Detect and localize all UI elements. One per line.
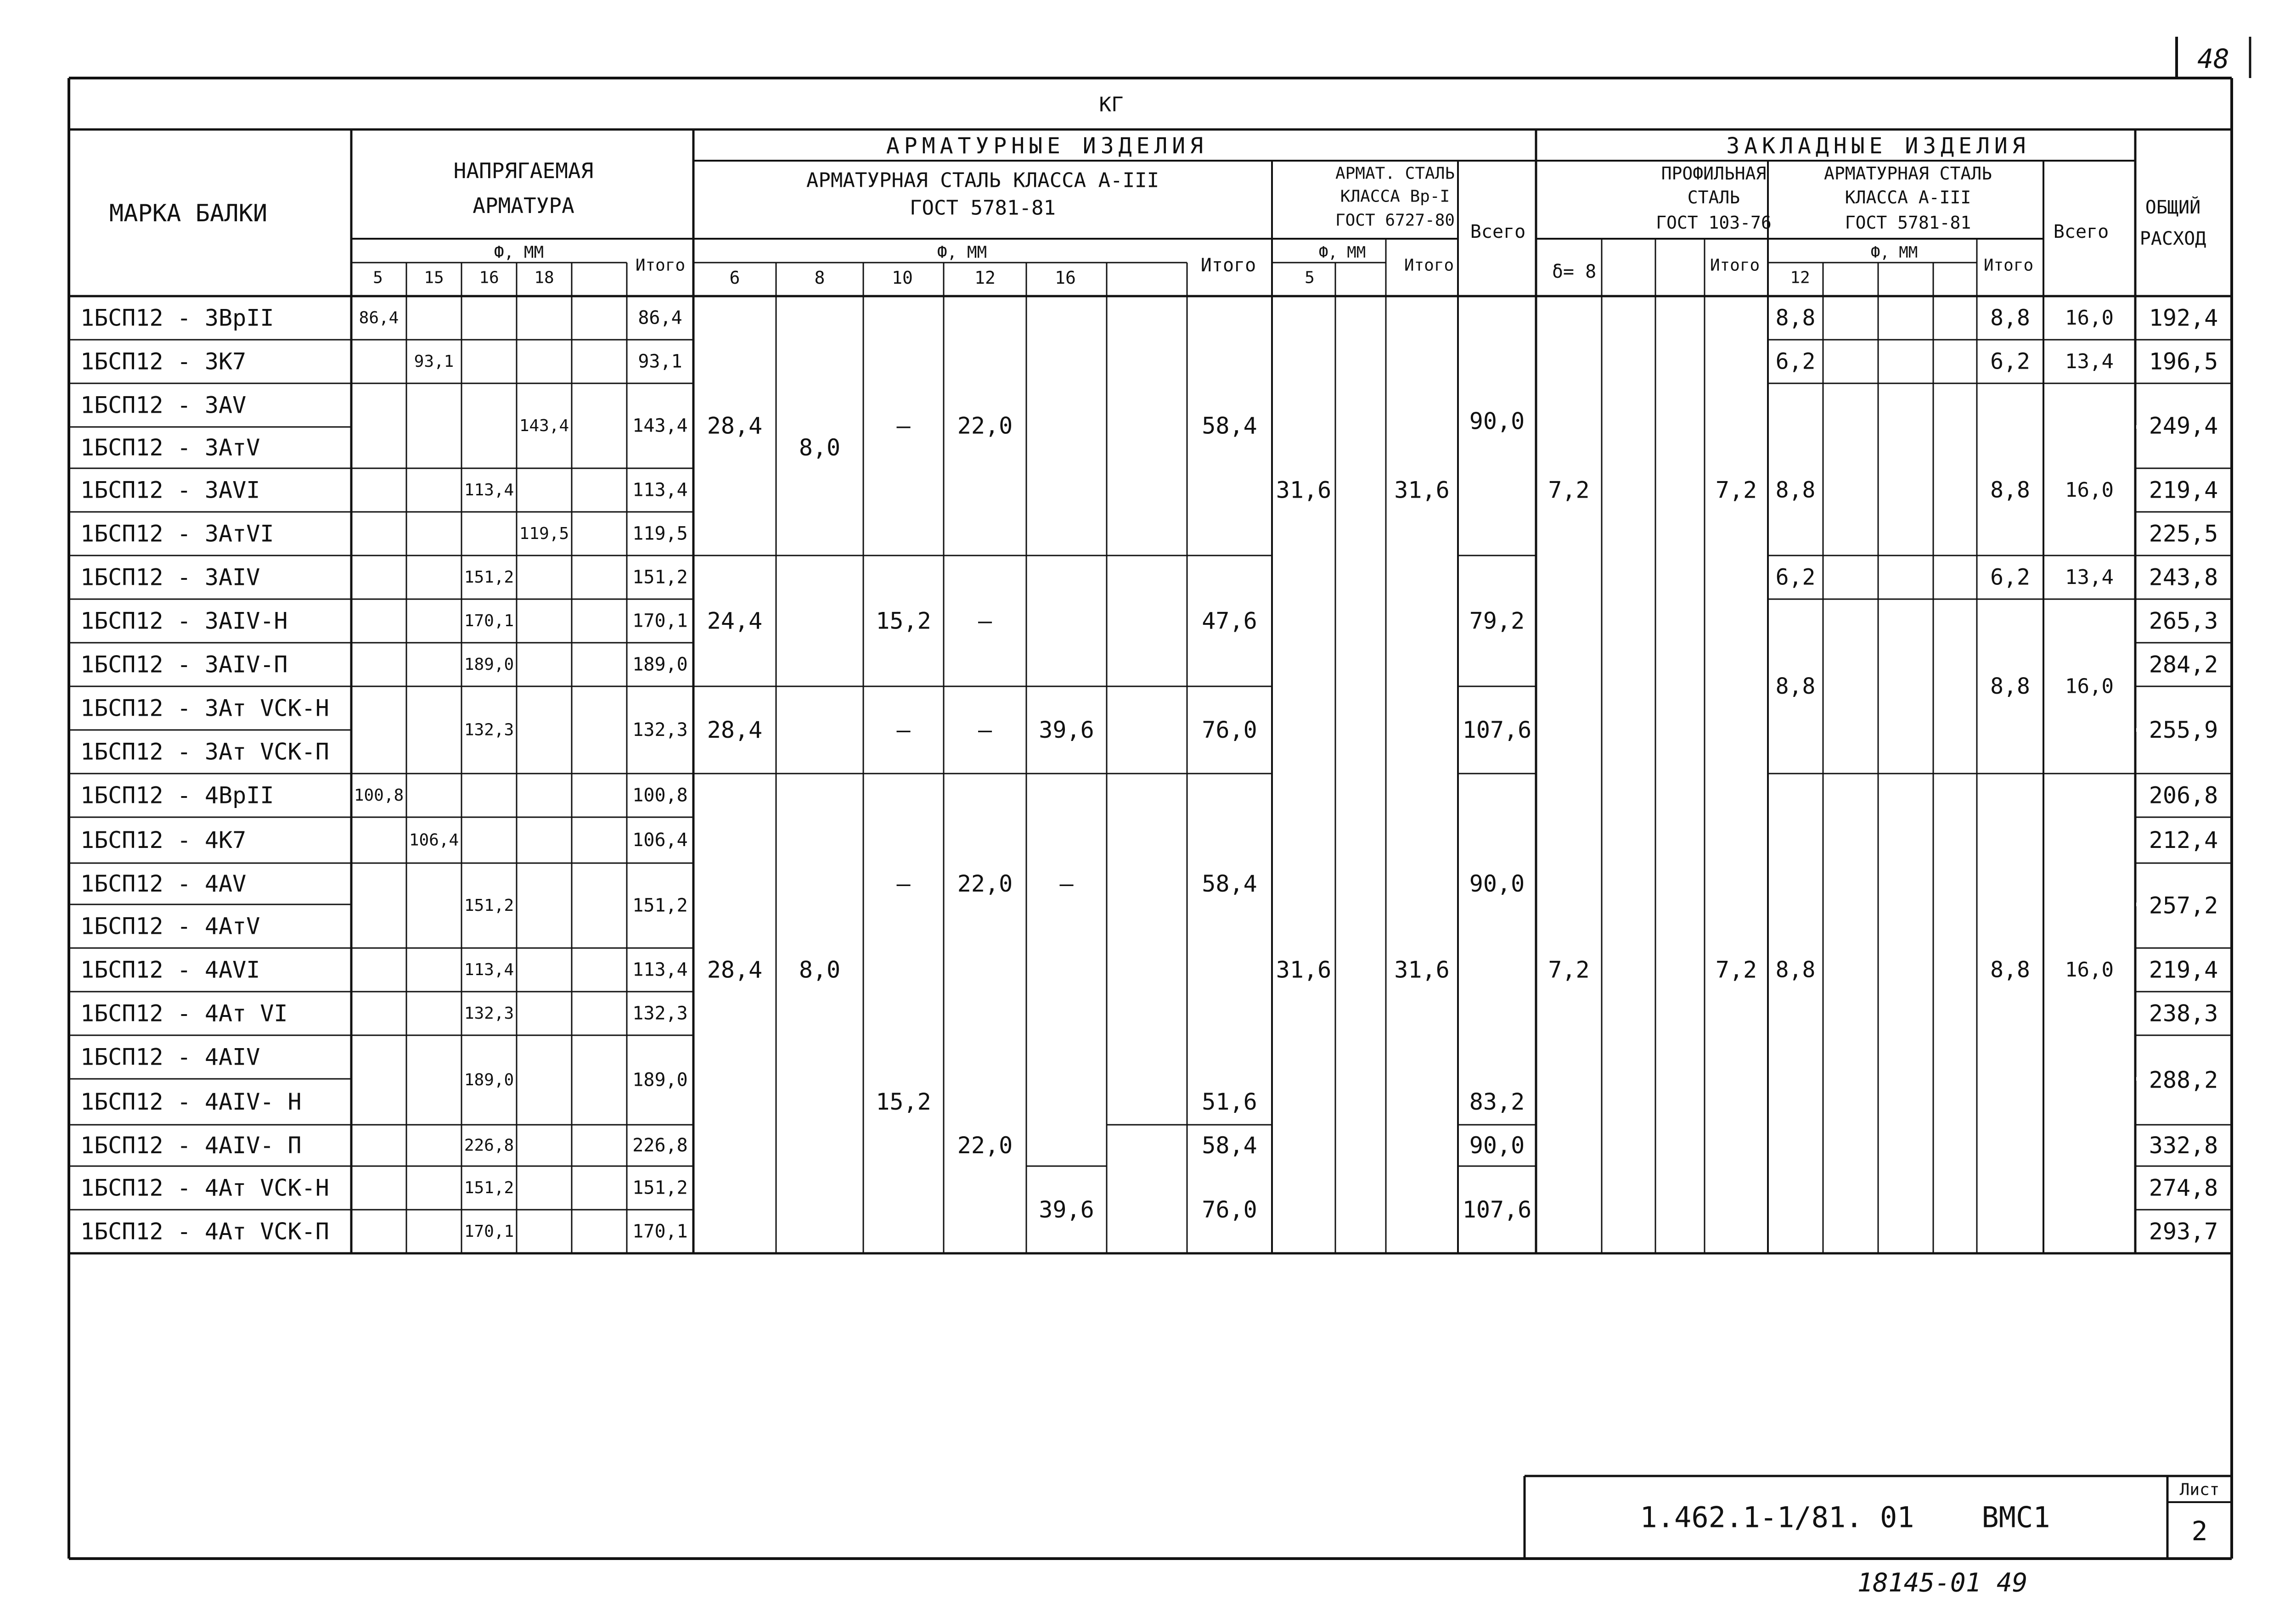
header-itogo-vr1: Итого [1404,256,1454,275]
beam-mark: 1БСП12 - 4АIV [80,1044,260,1071]
stressed-total: 113,4 [632,959,688,981]
diam-label: 5 [373,268,383,287]
header-itogo-steel: Итого [1200,255,1256,276]
total-consumption: 219,4 [2149,956,2218,983]
diam-label: 16 [479,268,499,287]
beam-mark: 1БСП12 - 4Ат VСК-Н [80,1174,329,1201]
diam-label: 6 [729,268,740,288]
diam-label: 12 [1790,268,1810,287]
header-diam-emb: Ф, ММ [1870,243,1918,262]
reinf-value: 90,0 [1469,870,1525,897]
diam-label: 18 [534,268,554,287]
reinf-value: 76,0 [1202,1196,1257,1223]
reinf-value: 76,0 [1202,717,1257,743]
total-consumption: 249,4 [2149,412,2218,439]
stressed-total: 189,0 [632,1069,688,1091]
embedded-total: 13,4 [2065,350,2114,373]
diam-label: 8 [814,268,825,288]
header-diam-vr1: Ф, ММ [1318,243,1366,262]
stressed-value: 132,3 [464,720,514,740]
reinf-value: 79,2 [1469,607,1525,634]
beam-mark: 1БСП12 - 3К7 [80,348,247,375]
total-consumption: 238,3 [2149,1000,2218,1027]
header-steel-a3-1: АРМАТУРНАЯ СТАЛЬ КЛАССА А-III [806,168,1159,192]
stressed-value: 132,3 [464,1004,514,1023]
beam-mark: 1БСП12 - 3АVI [80,477,260,504]
embedded-value: 8,8 [1775,305,1816,331]
stressed-total: 119,5 [632,523,688,544]
header-vsego-emb: Всего [2053,221,2109,242]
reinf-value: — [896,870,911,897]
reinf-value: 47,6 [1202,607,1257,634]
total-consumption: 192,4 [2149,304,2218,331]
stressed-value: 100,8 [354,786,404,805]
diam-label: 10 [892,268,913,288]
header-mark: МАРКА БАЛКИ [109,200,268,227]
reinf-value: 31,6 [1276,956,1332,983]
beam-mark: 1БСП12 - 4К7 [80,827,247,853]
beam-mark: 1БСП12 - 4АIV- Н [80,1089,302,1115]
beam-mark: 1БСП12 - 3АIV-П [80,651,288,678]
stressed-value: 93,1 [414,352,454,371]
header-emb-steel-1: АРМАТУРНАЯ СТАЛЬ [1823,163,1992,184]
reinf-value: 24,4 [707,607,763,634]
reinf-value: 107,6 [1462,1196,1532,1223]
stressed-total: 143,4 [632,415,688,437]
stressed-value: 113,4 [464,960,514,979]
reinf-value: 22,0 [957,1132,1013,1159]
reinf-value: 31,6 [1394,956,1450,983]
embedded-value: 6,2 [1990,564,2030,590]
total-consumption: 243,8 [2149,564,2218,591]
total-consumption: 212,4 [2149,827,2218,853]
diam-label: 16 [1055,268,1076,288]
total-consumption: 265,3 [2149,607,2218,634]
beam-mark: 1БСП12 - 4АIV- П [80,1132,302,1159]
header-itogo-stressed: Итого [635,256,686,275]
stressed-total: 189,0 [632,654,688,675]
total-consumption: 274,8 [2149,1174,2218,1201]
total-consumption: 288,2 [2149,1066,2218,1094]
total-consumption: 284,2 [2149,651,2218,678]
beam-mark: 1БСП12 - 3АV [80,392,247,419]
reinf-value: 31,6 [1276,477,1332,504]
embedded-value: 8,8 [1775,957,1816,983]
beam-mark: 1БСП12 - 4АтV [80,913,260,940]
reinf-value: 83,2 [1469,1089,1525,1115]
header-diam-steel: Ф, ММ [937,243,987,262]
total-consumption: 196,5 [2149,348,2218,375]
beam-mark: 1БСП12 - 3АIV-Н [80,607,288,634]
reinf-value: 8,0 [799,956,841,983]
beam-mark: 1БСП12 - 4ВрII [80,782,274,809]
beam-mark: 1БСП12 - 4АVI [80,956,260,983]
header-profile-1: ПРОФИЛЬНАЯ [1661,163,1767,184]
stressed-value: 170,1 [464,612,514,630]
stressed-value: 189,0 [464,1071,514,1089]
header-vsego-reinf: Всего [1470,221,1526,242]
reinf-value: 22,0 [957,412,1013,439]
beam-mark: 1БСП12 - 3АIV [80,564,260,591]
stressed-value: 226,8 [464,1136,514,1155]
reinf-value: 8,0 [799,434,841,461]
embedded-value: 6,2 [1990,348,2030,375]
reinf-value: 51,6 [1202,1089,1257,1115]
stressed-value: 170,1 [464,1222,514,1241]
reinf-value: 90,0 [1469,408,1525,435]
sheet-number: 2 [2191,1515,2208,1547]
reinf-value: 28,4 [707,956,763,983]
total-consumption: 206,8 [2149,782,2218,809]
header-reinf-products: АРМАТУРНЫЕ ИЗДЕЛИЯ [886,133,1208,159]
document-designation: ВМС1 [1981,1500,2050,1534]
reinf-value: 58,4 [1202,870,1257,897]
stressed-total: 100,8 [632,785,688,806]
reinf-value: — [978,717,992,743]
reinf-value: 31,6 [1394,477,1450,504]
stressed-total: 93,1 [638,351,682,372]
header-vr1-1: АРМАТ. СТАЛЬ [1335,164,1455,183]
embedded-total: 16,0 [2065,958,2114,982]
reinf-value: 22,0 [957,870,1013,897]
stressed-value: 189,0 [464,655,514,674]
reinf-value: 58,4 [1202,412,1257,439]
stressed-value: 113,4 [464,481,514,499]
reinf-value: 39,6 [1039,717,1094,743]
sheet-label: Лист [2179,1480,2220,1499]
archive-number: 18145-01 49 [1857,1568,2028,1598]
stressed-total: 170,1 [632,1221,688,1242]
reinf-value: 28,4 [707,412,763,439]
embedded-value: 6,2 [1775,348,1816,375]
stressed-total: 151,2 [632,1177,688,1199]
stressed-total: 151,2 [632,567,688,588]
header-steel-a3-2: ГОСТ 5781-81 [910,196,1056,220]
header-emb-steel-2: КЛАССА А-III [1845,187,1971,208]
stressed-value: 151,2 [464,896,514,915]
header-vr1-2: КЛАССА Вр-I [1340,187,1450,206]
header-vr1-3: ГОСТ 6727-80 [1335,211,1455,230]
stressed-value: 151,2 [464,1178,514,1197]
beam-mark: 1БСП12 - 3ВрII [80,304,274,331]
stressed-total: 170,1 [632,610,688,632]
embedded-value: 8,8 [1990,673,2030,699]
header-itogo-emb: Итого [1983,256,2034,275]
embedded-total: 16,0 [2065,478,2114,502]
embedded-value: 8,8 [1990,477,2030,503]
stressed-value: 143,4 [519,416,569,435]
total-consumption: 225,5 [2149,520,2218,547]
stressed-total: 132,3 [632,1003,688,1024]
header-stressed-2: АРМАТУРА [473,193,574,218]
embedded-value: 8,8 [1775,673,1816,699]
reinf-value: 15,2 [876,607,931,634]
reinf-value: — [896,717,911,743]
embedded-value: 8,8 [1990,305,2030,331]
stressed-value: 119,5 [519,524,569,543]
document-code: 1.462.1-1/81. 01 [1640,1500,1914,1534]
total-consumption: 332,8 [2149,1132,2218,1159]
header-profile-2: СТАЛЬ [1687,187,1740,208]
reinf-value: 15,2 [876,1089,931,1115]
reinf-value: 28,4 [707,717,763,743]
reinf-value: — [978,607,992,634]
reinf-value: 90,0 [1469,1132,1525,1159]
beam-mark: 1БСП12 - 3АтVI [80,520,274,547]
stressed-total: 113,4 [632,479,688,501]
stressed-value: 106,4 [409,830,459,850]
stressed-value: 151,2 [464,568,514,587]
embedded-value: 6,2 [1775,564,1816,590]
page-number: 48 [2197,43,2229,74]
reinf-value: — [896,412,911,439]
stressed-total: 151,2 [632,895,688,916]
header-itogo-profile: Итого [1710,256,1760,275]
header-total-1: ОБЩИЙ [2145,197,2201,218]
header-delta: δ= 8 [1552,261,1597,282]
embedded-total: 16,0 [2065,674,2114,698]
beam-mark: 1БСП12 - 4АV [80,870,247,897]
diam-label: 12 [974,268,996,288]
beam-mark: 1БСП12 - 4Ат VI [80,1000,288,1027]
embedded-total: 13,4 [2065,566,2114,589]
beam-mark: 1БСП12 - 3Ат VСК-Н [80,695,329,722]
header-profile-3: ГОСТ 103-76 [1656,213,1772,233]
reinf-value: 58,4 [1202,1132,1257,1159]
total-consumption: 219,4 [2149,477,2218,504]
stressed-total: 132,3 [632,719,688,741]
reinf-value: 7,2 [1548,477,1590,504]
beam-mark: 1БСП12 - 3Ат VСК-П [80,738,329,765]
stressed-value: 86,4 [359,309,399,327]
total-consumption: 293,7 [2149,1218,2218,1245]
reinf-value: 7,2 [1715,956,1757,983]
header-stressed-1: НАПРЯГАЕМАЯ [453,158,594,183]
header-diam-stressed: Ф, ММ [494,243,544,262]
table-title: КГ [1099,93,1124,117]
stressed-total: 106,4 [632,830,688,851]
header-emb-steel-3: ГОСТ 5781-81 [1845,213,1971,233]
total-consumption: 257,2 [2149,892,2218,919]
embedded-value: 8,8 [1990,957,2030,983]
header-total-2: РАСХОД [2139,228,2206,249]
beam-mark: 1БСП12 - 4Ат VСК-П [80,1218,329,1245]
embedded-total: 16,0 [2065,306,2114,330]
stressed-total: 226,8 [632,1135,688,1156]
reinf-value: 107,6 [1462,717,1532,743]
reinf-value: — [1059,870,1074,897]
embedded-value: 8,8 [1775,477,1816,503]
stressed-total: 86,4 [638,307,682,329]
header-embedded: ЗАКЛАДНЫЕ ИЗДЕЛИЯ [1726,133,2030,159]
reinf-value: 7,2 [1715,477,1757,504]
reinf-value: 7,2 [1548,956,1590,983]
total-consumption: 255,9 [2149,717,2218,743]
beam-mark: 1БСП12 - 3АтV [80,434,260,461]
reinf-value: 39,6 [1039,1196,1094,1223]
diam-label: 5 [1305,268,1315,287]
diam-label: 15 [424,268,444,287]
